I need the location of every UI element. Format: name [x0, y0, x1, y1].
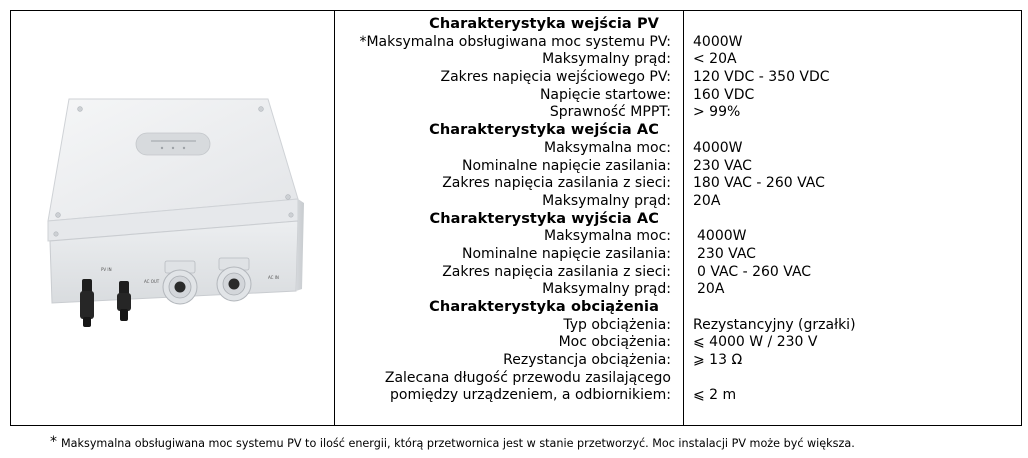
spec-label: Zakres napięcia wejściowego PV: [440, 69, 671, 86]
spec-label: Maksymalna moc: [544, 228, 671, 245]
spec-label: Zakres napięcia zasilania z sieci: [442, 263, 671, 280]
spec-label: Zalecana długość przewodu zasilającego [384, 369, 671, 386]
spec-label: pomiędzy urządzeniem, a odbiornikiem: [390, 387, 671, 404]
pv-in-label: PV IN [101, 267, 112, 272]
spec-label: Rezystancja obciążenia: [503, 352, 671, 369]
spec-value: ⩾ 13 Ω [693, 352, 743, 369]
spec-value: > 99% [693, 104, 741, 121]
spec-label: Nominalne napięcie zasilania: [462, 245, 671, 262]
spec-value [693, 122, 1013, 140]
spec-value: 4000W [693, 33, 743, 50]
spec-value: 180 VAC - 260 VAC [693, 175, 825, 192]
spec-label: Moc obciążenia: [558, 334, 671, 351]
ac-in-label: AC IN [268, 275, 279, 280]
footnote-text: Maksymalna obsługiwana moc systemu PV to ilość energii, którą przetwornica jest w stanie przetworzyć. Moc instalacji PV może być większa. [61, 437, 855, 450]
column-divider-right [683, 11, 684, 425]
section-heading: Charakterystyka wejścia AC [429, 122, 659, 139]
footnote-mark: * [50, 434, 57, 450]
spec-value: 230 VAC [697, 245, 756, 262]
spec-value [693, 299, 1013, 317]
spec-value: Rezystancyjny (grzałki) [693, 316, 856, 333]
spec-label: Maksymalny prąd: [542, 192, 671, 209]
spec-label: Maksymalny prąd: [542, 281, 671, 298]
footnote [50, 434, 855, 453]
spec-label: Nominalne napięcie zasilania: [462, 157, 671, 174]
spec-value: 4000W [693, 139, 743, 156]
spec-value [693, 370, 1013, 388]
spec-label: Zakres napięcia zasilania z sieci: [442, 175, 671, 192]
spec-label: Typ obciążenia: [563, 316, 671, 333]
spec-value: ⩽ 2 m [693, 387, 737, 404]
spec-value [693, 16, 1013, 34]
spec-label: Napięcie startowe: [539, 86, 671, 103]
spec-value: 160 VDC [693, 86, 755, 103]
section-heading: Charakterystyka wejścia PV [429, 16, 659, 32]
spec-value: ⩽ 4000 W / 230 V [693, 334, 818, 351]
spec-label: *Maksymalna obsługiwana moc systemu PV: [359, 33, 671, 50]
ac-out-label: AC OUT [144, 279, 160, 284]
spec-value [693, 211, 1013, 229]
spec-value-column [693, 16, 1013, 405]
inverter-product-photo [36, 91, 306, 341]
section-heading: Charakterystyka obciążenia [429, 299, 659, 315]
product-image-cell [11, 11, 334, 425]
spec-value: 20A [697, 281, 725, 298]
spec-value: 0 VAC - 260 VAC [697, 263, 812, 280]
section-heading: Charakterystyka wyjścia AC [429, 210, 659, 227]
spec-table [10, 10, 1022, 426]
spec-label: Maksymalna moc: [544, 139, 671, 156]
spec-value: 20A [693, 192, 721, 209]
spec-label: Maksymalny prąd: [542, 51, 671, 68]
spec-value: < 20A [693, 51, 737, 68]
spec-label-column [335, 16, 671, 405]
spec-label: Sprawność MPPT: [549, 104, 671, 121]
spec-value: 230 VAC [693, 157, 752, 174]
spec-value: 120 VDC - 350 VDC [693, 69, 830, 86]
spec-value: 4000W [697, 228, 747, 245]
